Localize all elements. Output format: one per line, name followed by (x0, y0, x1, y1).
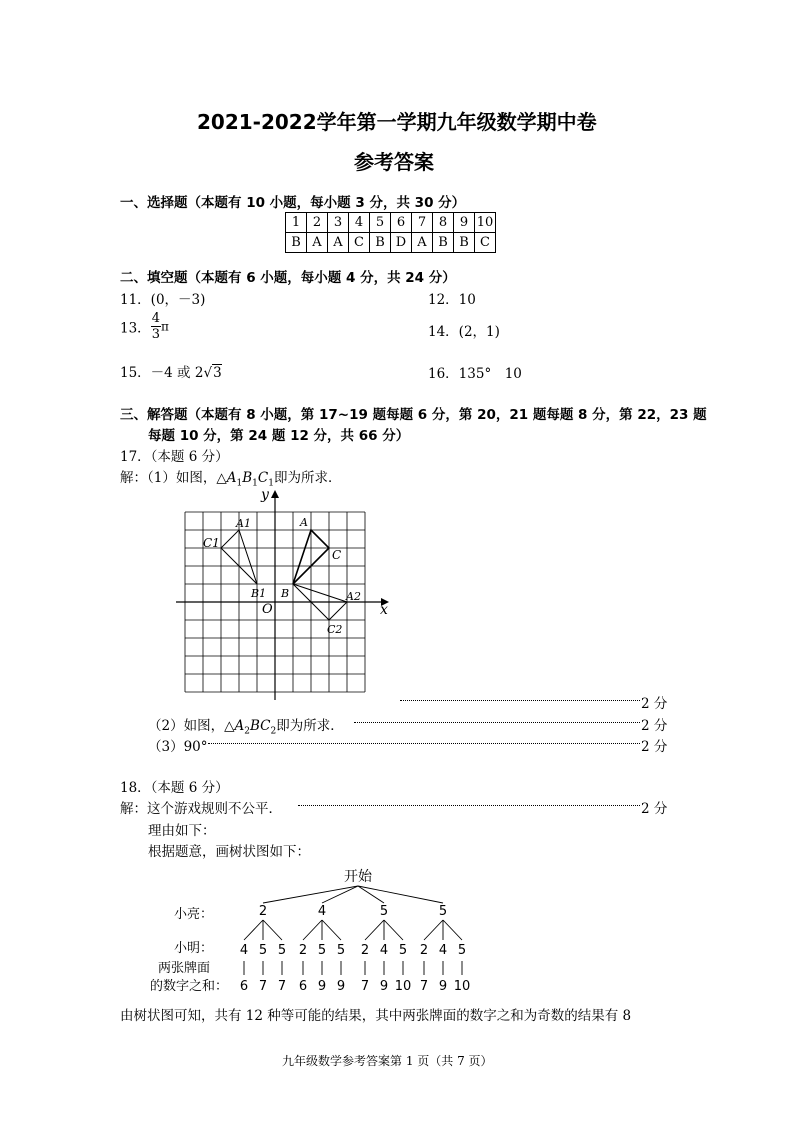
q18-header: 18．（本题 6 分） (120, 780, 229, 796)
q17-part2-suffix: 即为所求． (276, 718, 344, 734)
tree-branch (263, 920, 282, 940)
score-leader-4 (298, 805, 640, 806)
tree-node-level2: 5 (277, 943, 287, 958)
tree-sum: 6 (239, 979, 249, 994)
tree-text (150, 869, 470, 994)
tree-row-label: 两张牌面 (158, 961, 211, 976)
label-o: O (262, 602, 273, 617)
page-title: 2021-2022学年第一学期九年级数学期中卷 (197, 110, 597, 134)
tree-node-level2: 5 (457, 943, 467, 958)
answer-table-number-cell: 10 (475, 213, 496, 233)
tree-sum: 9 (317, 979, 327, 994)
answer-table-number-cell: 6 (391, 213, 412, 233)
answer-14: 14．(2，1) (428, 324, 500, 340)
section3-heading-line1: 三、解答题（本题有 8 小题，第 17~19 题每题 6 分，第 20，21 题每题 8 分，第 22，23 题 (120, 407, 707, 423)
answer-13-label: 13． (120, 320, 151, 337)
tree-node-level2: 5 (398, 943, 408, 958)
q17-score-1: 2 分 (641, 696, 668, 712)
tree-sum: 9 (438, 979, 448, 994)
tree-branch (443, 920, 462, 940)
tree-sum: 7 (360, 979, 370, 994)
fraction (151, 311, 161, 342)
q17-sol-prefix: 解：（1）如图，△ (120, 470, 227, 486)
answer-table-number-cell: 5 (370, 213, 391, 233)
tree-branch (384, 920, 403, 940)
fraction-denominator: 3 (151, 327, 160, 342)
answer-16: 16．135° 10 (428, 366, 522, 382)
answer-15 (120, 361, 222, 381)
score-leader-1 (400, 700, 640, 701)
answer-table-answer-cell: D (391, 233, 412, 253)
tree-node-level1: 5 (379, 904, 389, 919)
q18-intro: 根据题意，画树状图如下： (148, 844, 310, 860)
q17-solution-1: 解：（1）如图，$\triangle A_1B_1C_1$即为所求． (120, 470, 342, 489)
q17-score-2: 2 分 (641, 718, 668, 734)
tree-node-level2: 5 (317, 943, 327, 958)
q18-reason: 理由如下： (148, 823, 216, 839)
answer-table-answer-row (286, 233, 496, 253)
tree-lines (244, 886, 462, 975)
tree-branch (322, 920, 341, 940)
tree-sum: 7 (419, 979, 429, 994)
tree-sum: 10 (453, 979, 471, 994)
tree-row-label: 的数字之和： (150, 979, 229, 994)
answer-table-number-cell: 8 (433, 213, 454, 233)
tree-sum: 9 (336, 979, 346, 994)
answer-table-answer-cell: A (307, 233, 328, 253)
answer-table-answer-cell: A (412, 233, 433, 253)
page-subtitle: 参考答案 (354, 150, 434, 174)
label-a2: A2 (346, 590, 361, 603)
section1-heading: 一、选择题（本题有 10 小题，每小题 3 分，共 30 分） (120, 195, 466, 211)
y-axis-arrow (271, 490, 279, 498)
label-c2: C2 (327, 623, 343, 636)
label-c1: C1 (203, 536, 220, 550)
tree-branch (263, 886, 358, 903)
tree-node-level1: 2 (258, 904, 268, 919)
tree-diagram (150, 860, 490, 1000)
q17-header: 17．（本题 6 分） (120, 449, 229, 465)
answer-table-answer-cell: B (370, 233, 391, 253)
answer-table-number-cell: 7 (412, 213, 433, 233)
tree-node-level1: 4 (317, 904, 327, 919)
answer-table-number-cell: 2 (307, 213, 328, 233)
label-b1: B1 (251, 587, 267, 600)
answer-table-number-cell: 3 (328, 213, 349, 233)
q17-part2-prefix: （2）如图，△ (148, 718, 235, 734)
q18-solution: 解：这个游戏规则不公平． (120, 801, 282, 817)
sqrt-radicand: 3 (213, 365, 222, 381)
tree-sum: 6 (298, 979, 308, 994)
tree-node-level2: 5 (258, 943, 268, 958)
answer-table-answer-cell: B (454, 233, 475, 253)
tree-branch (365, 920, 384, 940)
answer-table-number-row (286, 213, 496, 233)
fraction-numerator: 4 (151, 311, 160, 326)
label-a1: A1 (236, 517, 251, 530)
answer-table-answer-cell: C (349, 233, 370, 253)
tree-node-level2: 5 (336, 943, 346, 958)
score-leader-3 (208, 743, 640, 744)
label-y: y (261, 487, 269, 503)
label-b: B (281, 587, 290, 600)
answer-table-answer-cell: C (475, 233, 496, 253)
label-x: x (380, 602, 388, 618)
pi-symbol: π (160, 319, 169, 334)
tree-row-label: 小亮： (174, 907, 214, 922)
section3-heading-line2: 每题 10 分，第 24 题 12 分，共 66 分） (148, 428, 410, 444)
tree-node-level2: 2 (360, 943, 370, 958)
tree-node-level2: 4 (239, 943, 249, 958)
q18-conclusion: 由树状图可知，共有 12 种等可能的结果，其中两张牌面的数字之和为奇数的结果有 8 (120, 1008, 632, 1024)
q17-part2: （2）如图，$\triangle A_2BC_2$即为所求． (148, 718, 344, 737)
coordinate-grid-figure (170, 484, 400, 704)
tree-node-level2: 2 (419, 943, 429, 958)
answer-table-number-cell: 9 (454, 213, 475, 233)
tree-sum: 7 (277, 979, 287, 994)
section2-heading: 二、填空题（本题有 6 小题，每小题 4 分，共 24 分） (120, 270, 456, 286)
tree-node-level2: 2 (298, 943, 308, 958)
label-c: C (332, 548, 342, 562)
answer-11: 11．(0，－3) (120, 292, 206, 308)
tree-branch (244, 920, 263, 940)
answer-15-label: 15．－4 或 2 (120, 365, 204, 381)
answer-table (285, 212, 496, 253)
answer-table-number-cell: 4 (349, 213, 370, 233)
tree-node-level2: 4 (438, 943, 448, 958)
sqrt-symbol: √ (203, 365, 213, 381)
tree-branch (424, 920, 443, 940)
page-footer: 九年级数学参考答案第 1 页（共 7 页） (282, 1054, 493, 1068)
q17-score-3: 2 分 (641, 739, 668, 755)
tree-sum: 10 (394, 979, 412, 994)
tree-node-level1: 5 (438, 904, 448, 919)
answer-12: 12．10 (428, 292, 476, 308)
label-a: A (300, 516, 308, 529)
tree-root: 开始 (344, 869, 372, 885)
score-leader-2 (354, 722, 640, 723)
tree-row-label: 小明： (174, 941, 214, 956)
tree-node-level2: 4 (379, 943, 389, 958)
answer-table-number-cell: 1 (286, 213, 307, 233)
answer-13 (120, 311, 169, 342)
answer-table-answer-cell: A (328, 233, 349, 253)
q17-part3: （3）90° (148, 739, 208, 755)
tree-sum: 9 (379, 979, 389, 994)
answer-table-answer-cell: B (286, 233, 307, 253)
tree-branch (322, 886, 358, 903)
q17-sol-suffix: 即为所求． (273, 470, 342, 486)
tree-sum: 7 (258, 979, 268, 994)
answer-table-answer-cell: B (433, 233, 454, 253)
q18-score: 2 分 (641, 801, 668, 817)
tree-branch (303, 920, 322, 940)
